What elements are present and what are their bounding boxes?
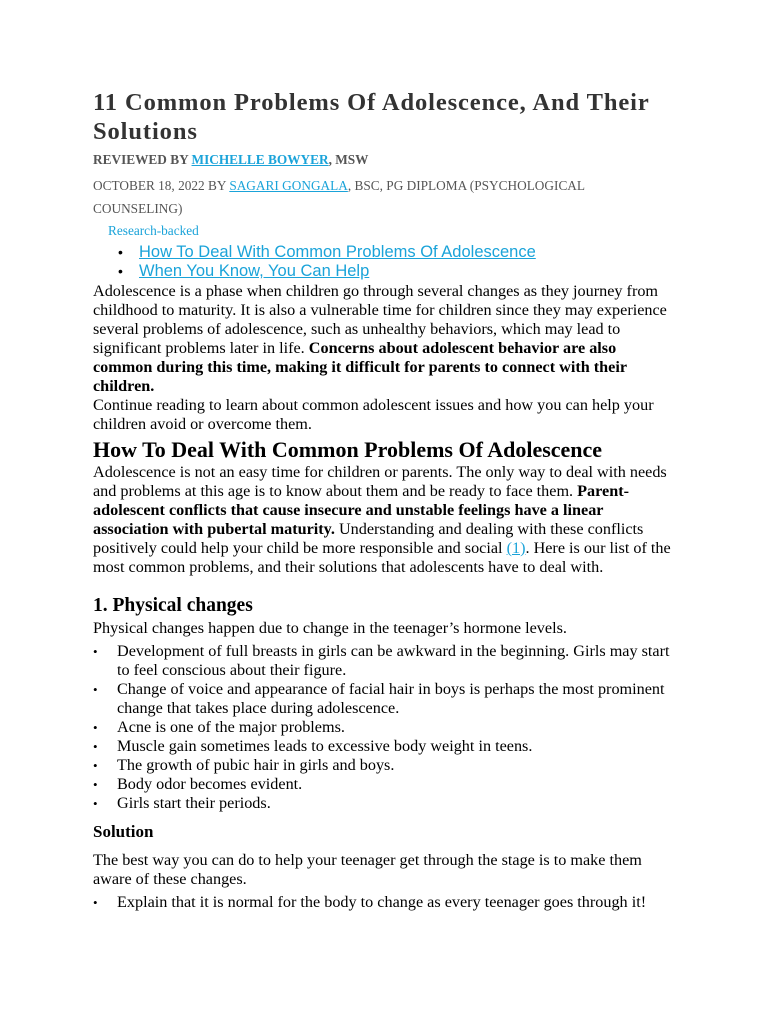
bullet-icon: • — [93, 739, 98, 754]
citation-link[interactable]: (1) — [506, 539, 526, 557]
bullet-icon: • — [118, 263, 123, 279]
bullet-icon: • — [93, 796, 98, 811]
bullet-icon: • — [93, 758, 98, 773]
list-item — [93, 680, 673, 718]
byline — [93, 174, 673, 220]
article-title: 11 Common Problems Of Adolescence, And Their Solutions — [93, 89, 650, 145]
list-item-text: Explain that it is normal for the body to change as every teenager goes through it! — [117, 893, 647, 911]
list-item — [93, 718, 673, 737]
toc-link-common-problems[interactable]: How To Deal With Common Problems Of Adolescence — [139, 243, 536, 261]
list-item — [93, 642, 673, 680]
intro-paragraph — [93, 282, 673, 396]
date-prefix: OCTOBER 18, 2022 BY — [93, 178, 230, 193]
section-bold: Parent-adolescent conflicts that cause insecure and unstable feelings have a linear association with pubertal maturity. — [93, 482, 629, 538]
section-text: Adolescence is not an easy time for children or parents. The only way to deal with needs and problems at this age is to know about them and be ready to face them. — [93, 463, 667, 500]
list-item-text: Change of voice and appearance of facial hair in boys is perhaps the most prominent change that takes place during adolescence. — [117, 680, 665, 717]
bullet-icon: • — [93, 895, 98, 910]
reviewer-credentials: , MSW — [328, 152, 369, 167]
list-item — [93, 756, 673, 775]
bullet-icon: • — [93, 682, 98, 697]
section-text-3: . Here is our list of the most common problems, and their solutions that adolescents have to deal with. — [93, 539, 671, 576]
toc-item — [118, 262, 536, 281]
bullet-icon: • — [93, 777, 98, 792]
solution-bullet-list — [93, 893, 673, 912]
toc-link-you-can-help[interactable]: When You Know, You Can Help — [139, 262, 370, 280]
section-paragraph — [93, 463, 673, 577]
reviewed-by-line — [93, 151, 368, 169]
reviewer-link[interactable]: MICHELLE BOWYER — [191, 152, 329, 167]
problem-heading: 1. Physical changes — [93, 595, 253, 616]
list-item — [93, 775, 673, 794]
problem-bullet-list — [93, 642, 673, 813]
solution-heading: Solution — [93, 822, 154, 841]
list-item — [93, 893, 673, 912]
author-link[interactable]: SAGARI GONGALA — [229, 178, 348, 193]
toc-item — [118, 243, 536, 262]
list-item-text: Development of full breasts in girls can be awkward in the beginning. Girls may start to feel conscious about their figure. — [117, 642, 670, 679]
list-item — [93, 794, 673, 813]
solution-paragraph: The best way you can do to help your teenager get through the stage is to make them aware of these changes. — [93, 851, 642, 888]
problem-intro: Physical changes happen due to change in the teenager’s hormone levels. — [93, 619, 567, 637]
list-item — [93, 737, 673, 756]
bullet-icon: • — [93, 644, 98, 659]
list-item-text: Muscle gain sometimes leads to excessive body weight in teens. — [117, 737, 533, 755]
list-item-text: Girls start their periods. — [117, 794, 271, 812]
author-credentials: , BSC, PG DIPLOMA (PSYCHOLOGICAL COUNSELING) — [93, 178, 585, 216]
intro-paragraph-2: Continue reading to learn about common adolescent issues and how you can help your children avoid or overcome them. — [93, 396, 654, 433]
research-backed-badge[interactable]: Research-backed — [108, 223, 199, 238]
intro-bold: Concerns about adolescent behavior are also common during this time, making it difficult for parents to connect with their children. — [93, 339, 627, 395]
list-item-text: Body odor becomes evident. — [117, 775, 303, 793]
table-of-contents — [118, 243, 536, 281]
section-text-2: Understanding and dealing with these conflicts positively could help your child be more responsible and social — [93, 520, 644, 557]
list-item-text: The growth of pubic hair in girls and boys. — [117, 756, 395, 774]
reviewed-prefix: REVIEWED BY — [93, 152, 192, 167]
list-item-text: Acne is one of the major problems. — [117, 718, 345, 736]
intro-text: Adolescence is a phase when children go through several changes as they journey from childhood to maturity. It is also a vulnerable time for children since they may experience several problems of adolescence, such as unhealthy behaviors, which may lead to significant problems later in life. — [93, 282, 667, 357]
section-heading: How To Deal With Common Problems Of Adolescence — [93, 437, 603, 462]
bullet-icon: • — [118, 244, 123, 260]
bullet-icon: • — [93, 720, 98, 735]
